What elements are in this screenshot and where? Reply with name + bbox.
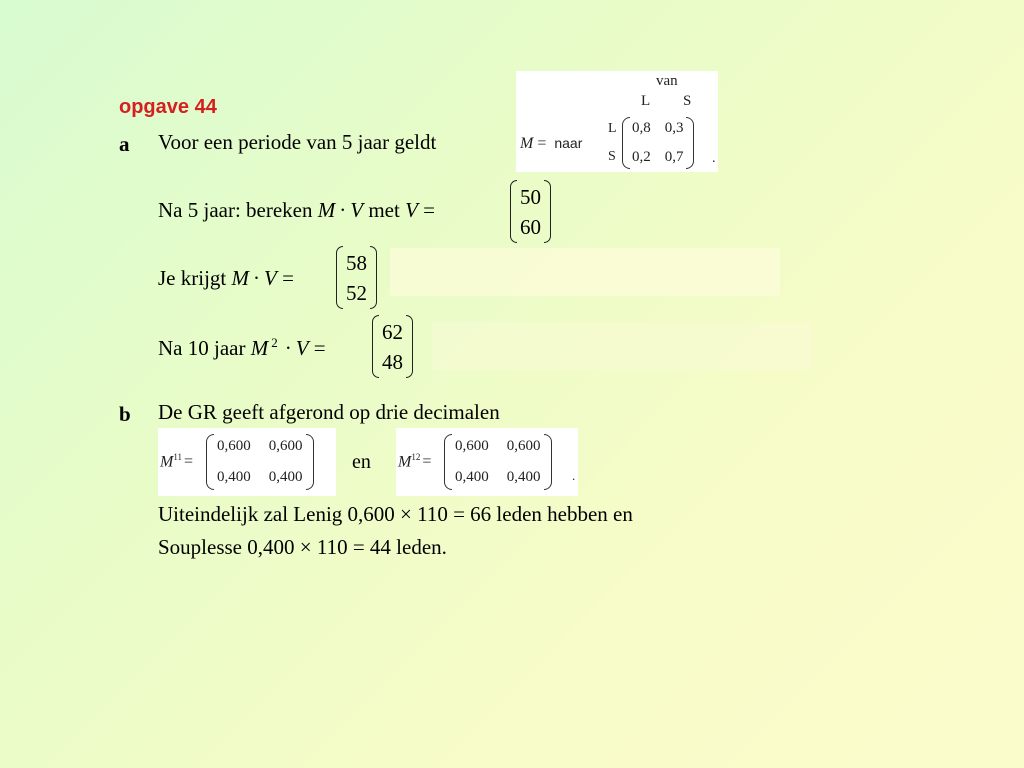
matrix-cell: 0,600 bbox=[455, 438, 489, 454]
matrix-left-bracket bbox=[444, 434, 452, 490]
matrix-cell: 0,8 bbox=[632, 120, 651, 136]
line2-prefix: Na 5 jaar: bereken bbox=[158, 198, 313, 222]
m12-var: M bbox=[398, 453, 412, 471]
m11-exponent: 11 bbox=[173, 452, 182, 462]
m12-exponent: 12 bbox=[411, 452, 421, 462]
vector-values bbox=[379, 315, 406, 378]
conclusion-line2: Souplesse 0,400 × 110 = 44 leden. bbox=[158, 535, 447, 559]
line3-prefix: Je krijgt bbox=[158, 266, 227, 290]
highlight-band bbox=[390, 248, 780, 296]
vector-entry: 48 bbox=[382, 350, 403, 374]
matrix-cell: 0,400 bbox=[217, 469, 251, 485]
matrix-m12-image bbox=[396, 428, 578, 496]
m11-var: M bbox=[160, 453, 174, 471]
page-title: opgave 44 bbox=[119, 96, 217, 118]
line4-dot: · bbox=[284, 336, 292, 360]
line2-dot: · bbox=[339, 198, 347, 222]
matrix-m12-end-mark: . bbox=[572, 468, 576, 483]
line2-met: met bbox=[368, 198, 400, 222]
matrix-cell: 0,400 bbox=[455, 469, 489, 485]
matrix-var-m: M bbox=[520, 135, 534, 152]
matrix-cell: 0,400 bbox=[268, 469, 303, 485]
part-a-line1: Voor een periode van 5 jaar geldt bbox=[158, 130, 437, 154]
line4-var-v: V bbox=[295, 336, 309, 360]
connector-en: en bbox=[352, 451, 371, 473]
matrix-right-bracket bbox=[544, 434, 552, 490]
line4-var-m: M bbox=[250, 336, 269, 360]
matrix-right-bracket bbox=[686, 117, 694, 169]
line3-var-v: V bbox=[264, 266, 277, 290]
vector-right-paren bbox=[406, 315, 413, 378]
vector-right-paren bbox=[544, 180, 551, 243]
matrix-m11 bbox=[206, 434, 314, 490]
part-b-label: b bbox=[119, 402, 131, 426]
matrix-row-label-l: L bbox=[608, 121, 617, 136]
line2-var-m: M bbox=[317, 198, 336, 222]
vector-result-10-years bbox=[372, 315, 413, 378]
matrix-left-bracket bbox=[206, 434, 214, 490]
matrix-cell: 0,400 bbox=[506, 469, 541, 485]
vector-right-paren bbox=[370, 246, 377, 309]
matrix-cell: 0,600 bbox=[217, 438, 251, 454]
part-a-label: a bbox=[119, 132, 130, 156]
m11-eq: = bbox=[184, 453, 194, 471]
vector-values bbox=[517, 180, 544, 243]
vector-left-paren bbox=[336, 246, 343, 309]
matrix-m bbox=[622, 117, 694, 169]
line4-prefix: Na 10 jaar bbox=[158, 336, 246, 360]
matrix-header-van: van bbox=[656, 73, 678, 89]
matrix-cell: 0,2 bbox=[632, 149, 651, 165]
matrix-m11-prefix bbox=[160, 452, 193, 471]
matrix-cell: 0,7 bbox=[664, 149, 684, 165]
matrix-col-label-s: S bbox=[683, 93, 692, 109]
part-a-line3 bbox=[158, 268, 294, 289]
vector-left-paren bbox=[372, 315, 379, 378]
matrix-m11-image bbox=[158, 428, 336, 496]
line4-eq: = bbox=[313, 336, 326, 360]
part-a-line4 bbox=[158, 336, 326, 359]
matrix-col-label-l: L bbox=[641, 93, 651, 109]
vector-entry: 52 bbox=[346, 281, 367, 305]
line3-var-m: M bbox=[231, 266, 249, 290]
part-b-line1: De GR geeft afgerond op drie decimalen bbox=[158, 400, 500, 424]
line3-eq: = bbox=[282, 266, 294, 290]
vector-entry: 60 bbox=[520, 215, 541, 239]
vector-entry: 50 bbox=[520, 185, 541, 209]
matrix-equals: = bbox=[537, 135, 547, 152]
matrix-m12-cells bbox=[452, 434, 544, 490]
matrix-left-bracket bbox=[622, 117, 630, 169]
matrix-word-naar: naar bbox=[554, 135, 583, 151]
part-a-line2 bbox=[158, 200, 435, 221]
m12-eq: = bbox=[422, 453, 432, 471]
vector-left-paren bbox=[510, 180, 517, 243]
matrix-row-prefix bbox=[520, 135, 582, 153]
vector-entry: 58 bbox=[346, 251, 367, 275]
matrix-m12 bbox=[444, 434, 552, 490]
vector-v bbox=[510, 180, 551, 243]
matrix-m12-prefix bbox=[398, 452, 431, 471]
vector-result-5-years bbox=[336, 246, 377, 309]
matrix-m11-cells bbox=[214, 434, 306, 490]
matrix-cell: 0,600 bbox=[506, 438, 541, 454]
matrix-right-bracket bbox=[306, 434, 314, 490]
matrix-end-mark: . bbox=[712, 151, 716, 166]
line2-var-v: V bbox=[350, 198, 364, 222]
highlight-band bbox=[432, 322, 812, 370]
vector-values bbox=[343, 246, 370, 309]
line2-var-v2: V bbox=[405, 198, 418, 222]
matrix-cell: 0,3 bbox=[664, 120, 684, 136]
transition-matrix-image bbox=[516, 71, 718, 172]
line4-exponent: 2 bbox=[271, 335, 278, 350]
vector-entry: 62 bbox=[382, 320, 403, 344]
line2-eq: = bbox=[423, 198, 435, 222]
matrix-cell: 0,600 bbox=[268, 438, 303, 454]
line3-dot: · bbox=[253, 266, 260, 290]
matrix-row-label-s: S bbox=[608, 149, 616, 164]
matrix-m-cells bbox=[630, 117, 686, 169]
conclusion-line1: Uiteindelijk zal Lenig 0,600 × 110 = 66 leden hebben en bbox=[158, 502, 633, 526]
